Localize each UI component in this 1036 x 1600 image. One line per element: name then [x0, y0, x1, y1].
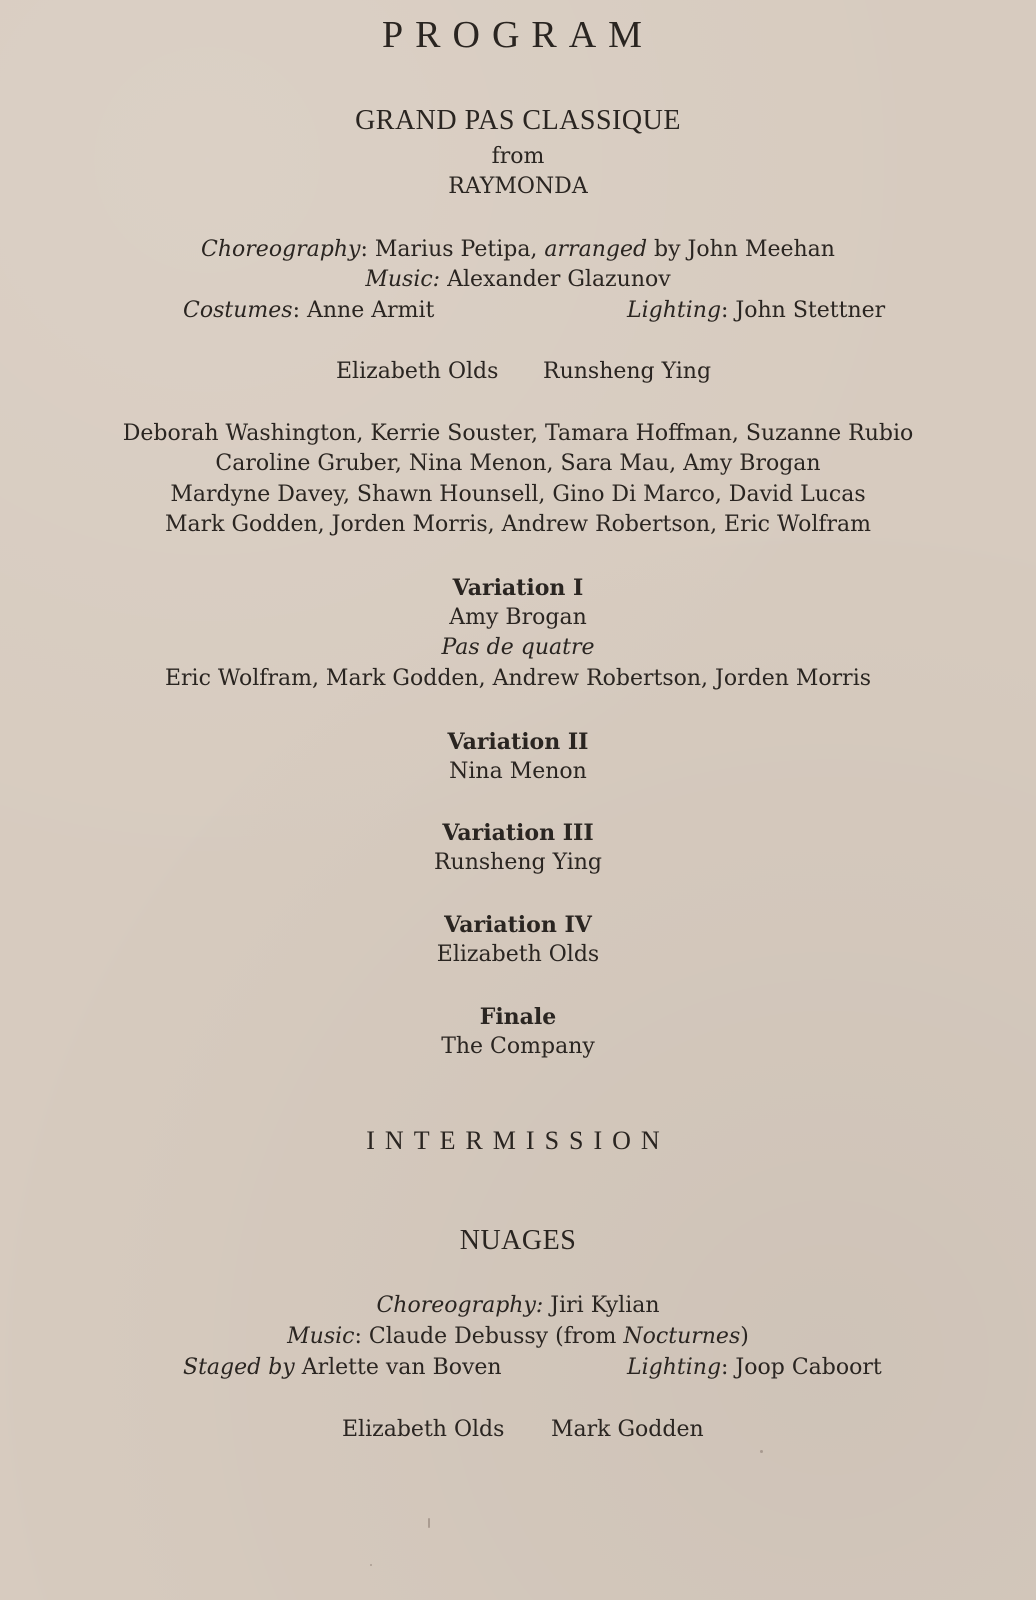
lighting-label: Lighting: [627, 298, 722, 323]
music-value-b: ): [740, 1324, 749, 1349]
music-work-title: Nocturnes: [623, 1324, 741, 1349]
work2-principal-1: Elizabeth Olds: [342, 1417, 505, 1442]
work2-principal-2: Mark Godden: [551, 1417, 704, 1442]
music-value-a: : Claude Debussy (from: [354, 1324, 624, 1349]
variation-2-title: Variation II: [447, 729, 589, 755]
choreography-value-b: by John Meehan: [647, 237, 835, 262]
lighting-label: Lighting: [627, 1355, 722, 1380]
work2-music-credit: [0, 1322, 1036, 1352]
variation-4-title: Variation IV: [444, 912, 592, 938]
work1-principal-1: Elizabeth Olds: [336, 359, 499, 384]
choreography-value-a: : Marius Petipa,: [360, 237, 545, 262]
intermission-heading: INTERMISSION: [366, 1126, 670, 1155]
staged-by-value: Arlette van Boven: [294, 1355, 502, 1380]
ensemble-line-1: Deborah Washington, Kerrie Souster, Tamara Hoffman, Suzanne Rubio: [122, 421, 914, 446]
work2-title: NUAGES: [459, 1225, 577, 1256]
work1-costumes-credit: [183, 296, 434, 326]
pas-de-quatre-dancers: Eric Wolfram, Mark Godden, Andrew Robertson, Jorden Morris: [164, 666, 872, 691]
lighting-value: : Joop Caboort: [721, 1355, 882, 1380]
variation-3-title: Variation III: [442, 820, 594, 846]
paper-speck: [428, 1518, 430, 1528]
work1-music-credit: [0, 265, 1036, 295]
costumes-value: : Anne Armit: [292, 298, 435, 323]
staged-by-label: Staged by: [183, 1355, 295, 1380]
choreography-label: Choreography: [201, 237, 361, 262]
choreography-value: Jiri Kylian: [543, 1293, 660, 1318]
work1-principal-2: Runsheng Ying: [543, 359, 712, 384]
variation-3-dancer: Runsheng Ying: [433, 850, 603, 875]
paper-speck: [370, 1564, 372, 1566]
variation-4-dancer: Elizabeth Olds: [436, 942, 600, 967]
arranged-label: arranged: [544, 237, 648, 262]
music-label: Music: [287, 1324, 355, 1349]
ensemble-line-3: Mardyne Davey, Shawn Hounsell, Gino Di Marco, David Lucas: [170, 482, 866, 507]
paper-speck: [760, 1450, 763, 1453]
finale-title: Finale: [479, 1004, 557, 1030]
work1-choreography-credit: [0, 235, 1036, 265]
ensemble-line-2: Caroline Gruber, Nina Menon, Sara Mau, Amy Brogan: [215, 451, 821, 476]
pas-de-quatre-label: Pas de quatre: [441, 635, 595, 660]
music-value: Alexander Glazunov: [440, 267, 671, 292]
variation-2-dancer: Nina Menon: [449, 759, 587, 784]
finale-dancers: The Company: [441, 1034, 595, 1059]
work1-source: RAYMONDA: [448, 174, 588, 199]
work1-from: from: [491, 144, 545, 169]
work2-staged-by-credit: [183, 1353, 502, 1383]
variation-1-title: Variation I: [452, 575, 584, 601]
work1-title: GRAND PAS CLASSIQUE: [355, 105, 681, 136]
work2-choreography-credit: [0, 1291, 1036, 1321]
work1-lighting-credit: [627, 296, 885, 326]
program-heading: PROGRAM: [382, 14, 654, 56]
choreography-label: Choreography:: [376, 1293, 544, 1318]
work2-lighting-credit: [627, 1353, 882, 1383]
variation-1-dancer: Amy Brogan: [449, 605, 587, 630]
music-label: Music:: [365, 267, 441, 292]
costumes-label: Costumes: [183, 298, 293, 323]
ensemble-line-4: Mark Godden, Jorden Morris, Andrew Robertson, Eric Wolfram: [164, 512, 872, 537]
lighting-value: : John Stettner: [721, 298, 886, 323]
